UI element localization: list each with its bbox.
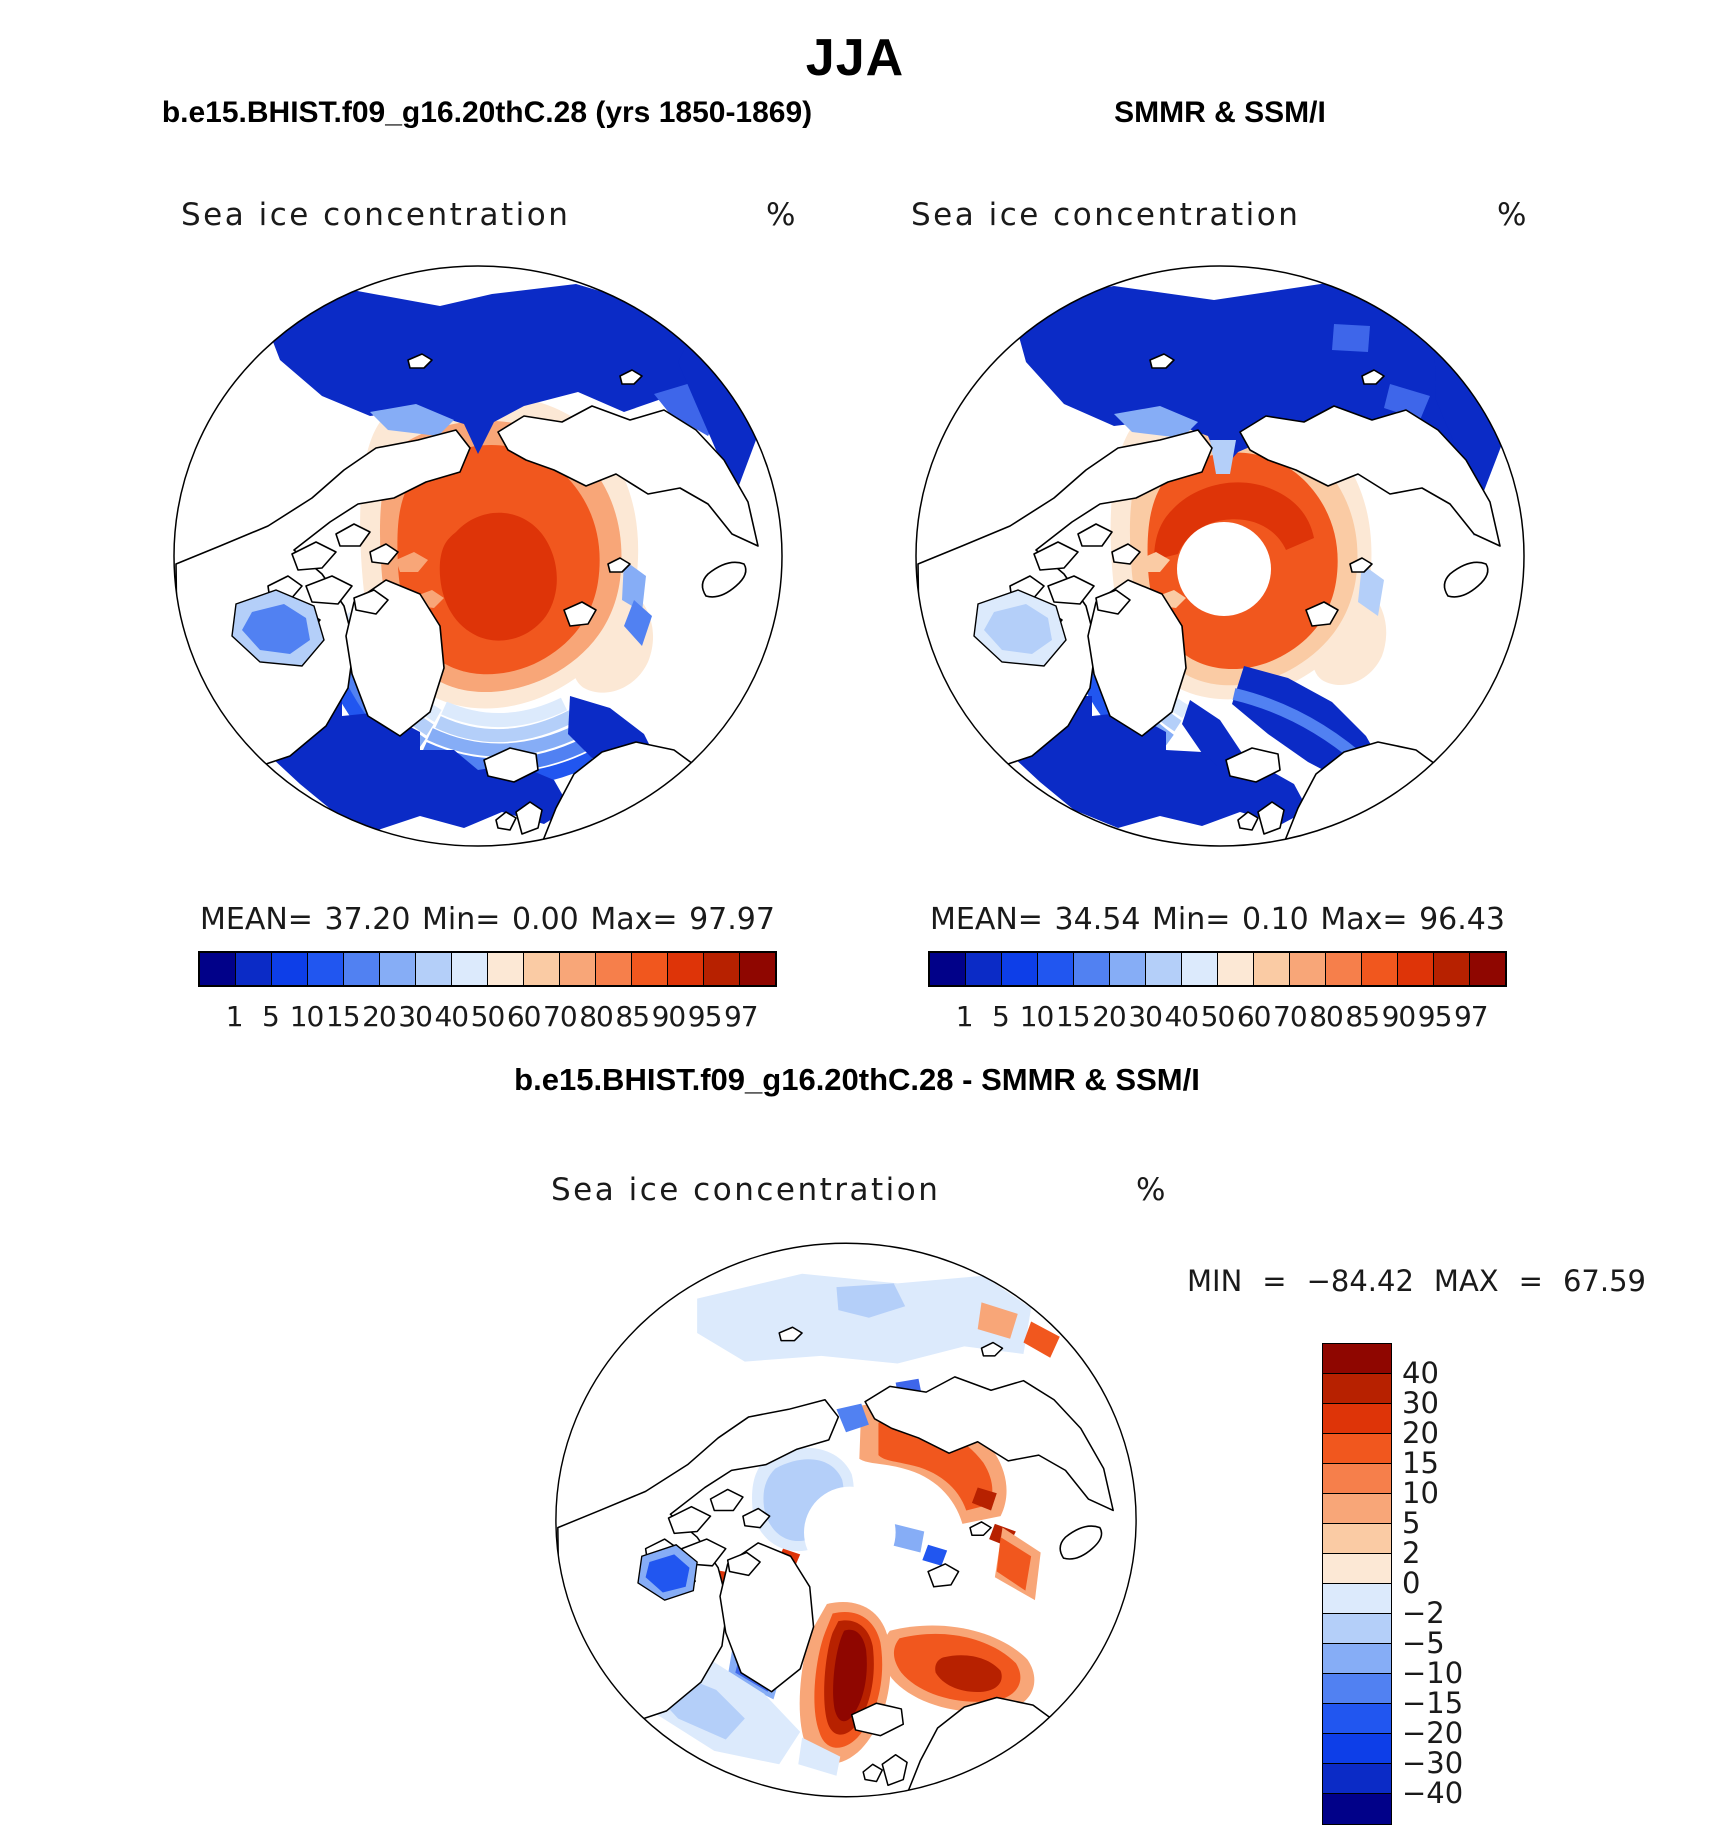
model-panel-title: b.e15.BHIST.f09_g16.20thC.28 (yrs 1850-1869) bbox=[161, 96, 813, 129]
colorbar-tick-label: 40 bbox=[1402, 1356, 1439, 1390]
figure-title: JJA bbox=[805, 29, 905, 87]
colorbar-cell bbox=[200, 953, 236, 985]
diff-max-value: 67.59 bbox=[1562, 1264, 1646, 1298]
colorbar-tick-label: 50 bbox=[1200, 1000, 1235, 1033]
colorbar-tick-label: 85 bbox=[615, 1000, 650, 1033]
colorbar-tick-label: 40 bbox=[434, 1000, 469, 1033]
colorbar-cell bbox=[488, 953, 524, 985]
colorbar-tick-label: 5 bbox=[991, 1000, 1009, 1033]
obs-stats bbox=[930, 902, 1505, 937]
colorbar-tick-label: −20 bbox=[1402, 1716, 1464, 1750]
colorbar-cell bbox=[1146, 953, 1182, 985]
obs-min-value: 0.10 bbox=[1241, 902, 1309, 937]
diff-min-value: −84.42 bbox=[1306, 1264, 1414, 1298]
colorbar-cell bbox=[1323, 1344, 1391, 1374]
colorbar-cell bbox=[1323, 1554, 1391, 1584]
colorbar-tick-label: 5 bbox=[1402, 1506, 1421, 1540]
colorbar-tick-label: 95 bbox=[687, 1000, 722, 1033]
colorbar-tick-label: −30 bbox=[1402, 1746, 1464, 1780]
obs-field-label: Sea ice concentration bbox=[911, 197, 1301, 233]
model-units-label: % bbox=[766, 197, 796, 233]
colorbar-cell bbox=[1323, 1644, 1391, 1674]
colorbar-tick-label: 70 bbox=[543, 1000, 577, 1033]
colorbar-cell bbox=[416, 953, 452, 985]
diff-panel-title: b.e15.BHIST.f09_g16.20thC.28 - SMMR & SSM/I bbox=[514, 1062, 1200, 1097]
obs-max-label: Max= bbox=[1320, 902, 1408, 937]
colorbar-tick-label: 30 bbox=[1128, 1000, 1162, 1033]
obs-panel-title: SMMR & SSM/I bbox=[1114, 96, 1326, 129]
obs-min-label: Min= bbox=[1152, 902, 1231, 937]
colorbar-tick-label: 20 bbox=[362, 1000, 396, 1033]
colorbar-tick-label: −2 bbox=[1402, 1596, 1445, 1630]
colorbar-cell bbox=[966, 953, 1002, 985]
colorbar-cell bbox=[1398, 953, 1434, 985]
colorbar-tick-label: 40 bbox=[1164, 1000, 1199, 1033]
colorbar-cell bbox=[380, 953, 416, 985]
colorbar-cell bbox=[560, 953, 596, 985]
colorbar-cell bbox=[1323, 1734, 1391, 1764]
colorbar-tick-label: 10 bbox=[1402, 1476, 1439, 1510]
colorbar-cell bbox=[524, 953, 560, 985]
colorbar-cell bbox=[1218, 953, 1254, 985]
colorbar-tick-label: 80 bbox=[579, 1000, 613, 1033]
colorbar-tick-label: 85 bbox=[1345, 1000, 1380, 1033]
colorbar-tick-label: 20 bbox=[1092, 1000, 1126, 1033]
colorbar-cell bbox=[1323, 1524, 1391, 1554]
colorbar-tick-label: 15 bbox=[1055, 1000, 1090, 1033]
colorbar-cell bbox=[308, 953, 344, 985]
colorbar-tick-label: 15 bbox=[325, 1000, 360, 1033]
model-max-value: 97.97 bbox=[689, 902, 775, 937]
colorbar-tick-label: 0 bbox=[1402, 1566, 1421, 1600]
model-min-value: 0.00 bbox=[511, 902, 579, 937]
diff-max-label: MAX bbox=[1433, 1264, 1499, 1298]
colorbar-tick-label: 60 bbox=[1236, 1000, 1271, 1033]
colorbar-tick-label: 97 bbox=[723, 1000, 758, 1033]
diff-colorbar bbox=[1322, 1343, 1392, 1825]
colorbar-cell bbox=[930, 953, 966, 985]
model-max-label: Max= bbox=[590, 902, 678, 937]
colorbar-cell bbox=[1323, 1704, 1391, 1734]
obs-mean-value: 34.54 bbox=[1054, 902, 1141, 937]
colorbar-cell bbox=[1326, 953, 1362, 985]
obs-units-label: % bbox=[1497, 197, 1527, 233]
colorbar-cell bbox=[1323, 1674, 1391, 1704]
model-colorbar-ticks bbox=[198, 1000, 777, 1040]
colorbar-cell bbox=[740, 953, 775, 985]
colorbar-cell bbox=[1323, 1434, 1391, 1464]
colorbar-tick-label: 80 bbox=[1309, 1000, 1343, 1033]
obs-colorbar-ticks bbox=[928, 1000, 1507, 1040]
colorbar-cell bbox=[1470, 953, 1505, 985]
colorbar-tick-label: 95 bbox=[1417, 1000, 1452, 1033]
colorbar-cell bbox=[1323, 1374, 1391, 1404]
model-colorbar bbox=[198, 951, 777, 987]
colorbar-cell bbox=[632, 953, 668, 985]
colorbar-cell bbox=[1434, 953, 1470, 985]
colorbar-cell bbox=[452, 953, 488, 985]
colorbar-tick-label: 30 bbox=[398, 1000, 432, 1033]
diff-colorbar-ticks bbox=[1402, 1343, 1512, 1838]
colorbar-tick-label: 90 bbox=[651, 1000, 686, 1033]
model-field-label: Sea ice concentration bbox=[181, 197, 571, 233]
colorbar-cell bbox=[1362, 953, 1398, 985]
colorbar-cell bbox=[704, 953, 740, 985]
colorbar-tick-label: 20 bbox=[1402, 1416, 1439, 1450]
model-stats bbox=[200, 902, 775, 937]
colorbar-cell bbox=[1323, 1764, 1391, 1794]
diff-max-eq: = bbox=[1518, 1264, 1543, 1298]
colorbar-tick-label: 2 bbox=[1402, 1536, 1421, 1570]
colorbar-cell bbox=[344, 953, 380, 985]
colorbar-tick-label: 70 bbox=[1273, 1000, 1307, 1033]
colorbar-cell bbox=[1182, 953, 1218, 985]
colorbar-tick-label: −40 bbox=[1402, 1776, 1464, 1810]
model-mean-value: 37.20 bbox=[324, 902, 411, 937]
diff-units-label: % bbox=[1136, 1172, 1166, 1208]
model-mean-label: MEAN= bbox=[200, 902, 313, 937]
colorbar-tick-label: 1 bbox=[955, 1000, 973, 1033]
colorbar-cell bbox=[1323, 1584, 1391, 1614]
colorbar-tick-label: 97 bbox=[1453, 1000, 1488, 1033]
colorbar-tick-label: −5 bbox=[1402, 1626, 1445, 1660]
colorbar-cell bbox=[1110, 953, 1146, 985]
diff-min-label: MIN bbox=[1187, 1264, 1243, 1298]
colorbar-tick-label: 5 bbox=[261, 1000, 279, 1033]
model-min-label: Min= bbox=[422, 902, 501, 937]
colorbar-tick-label: 10 bbox=[1019, 1000, 1054, 1033]
diff-min-eq: = bbox=[1262, 1264, 1287, 1298]
colorbar-tick-label: 60 bbox=[506, 1000, 541, 1033]
colorbar-tick-label: 90 bbox=[1381, 1000, 1416, 1033]
obs-colorbar bbox=[928, 951, 1507, 987]
diff-field-label: Sea ice concentration bbox=[551, 1172, 941, 1208]
colorbar-cell bbox=[1074, 953, 1110, 985]
colorbar-cell bbox=[1002, 953, 1038, 985]
colorbar-cell bbox=[1323, 1404, 1391, 1434]
colorbar-tick-label: 30 bbox=[1402, 1386, 1439, 1420]
colorbar-cell bbox=[1254, 953, 1290, 985]
obs-map bbox=[914, 264, 1526, 848]
colorbar-tick-label: 10 bbox=[289, 1000, 324, 1033]
colorbar-cell bbox=[236, 953, 272, 985]
colorbar-tick-label: −15 bbox=[1402, 1686, 1464, 1720]
colorbar-tick-label: −10 bbox=[1402, 1656, 1464, 1690]
colorbar-tick-label: 1 bbox=[225, 1000, 243, 1033]
colorbar-cell bbox=[1323, 1794, 1391, 1824]
colorbar-cell bbox=[272, 953, 308, 985]
diff-minmax bbox=[1187, 1264, 1646, 1298]
diff-map bbox=[554, 1230, 1138, 1810]
colorbar-cell bbox=[1323, 1614, 1391, 1644]
obs-mean-label: MEAN= bbox=[930, 902, 1043, 937]
obs-max-value: 96.43 bbox=[1419, 902, 1505, 937]
colorbar-cell bbox=[668, 953, 704, 985]
colorbar-tick-label: 50 bbox=[470, 1000, 505, 1033]
colorbar-cell bbox=[1323, 1464, 1391, 1494]
model-map bbox=[172, 264, 784, 848]
colorbar-cell bbox=[596, 953, 632, 985]
colorbar-cell bbox=[1038, 953, 1074, 985]
colorbar-cell bbox=[1290, 953, 1326, 985]
colorbar-tick-label: 15 bbox=[1402, 1446, 1439, 1480]
colorbar-cell bbox=[1323, 1494, 1391, 1524]
